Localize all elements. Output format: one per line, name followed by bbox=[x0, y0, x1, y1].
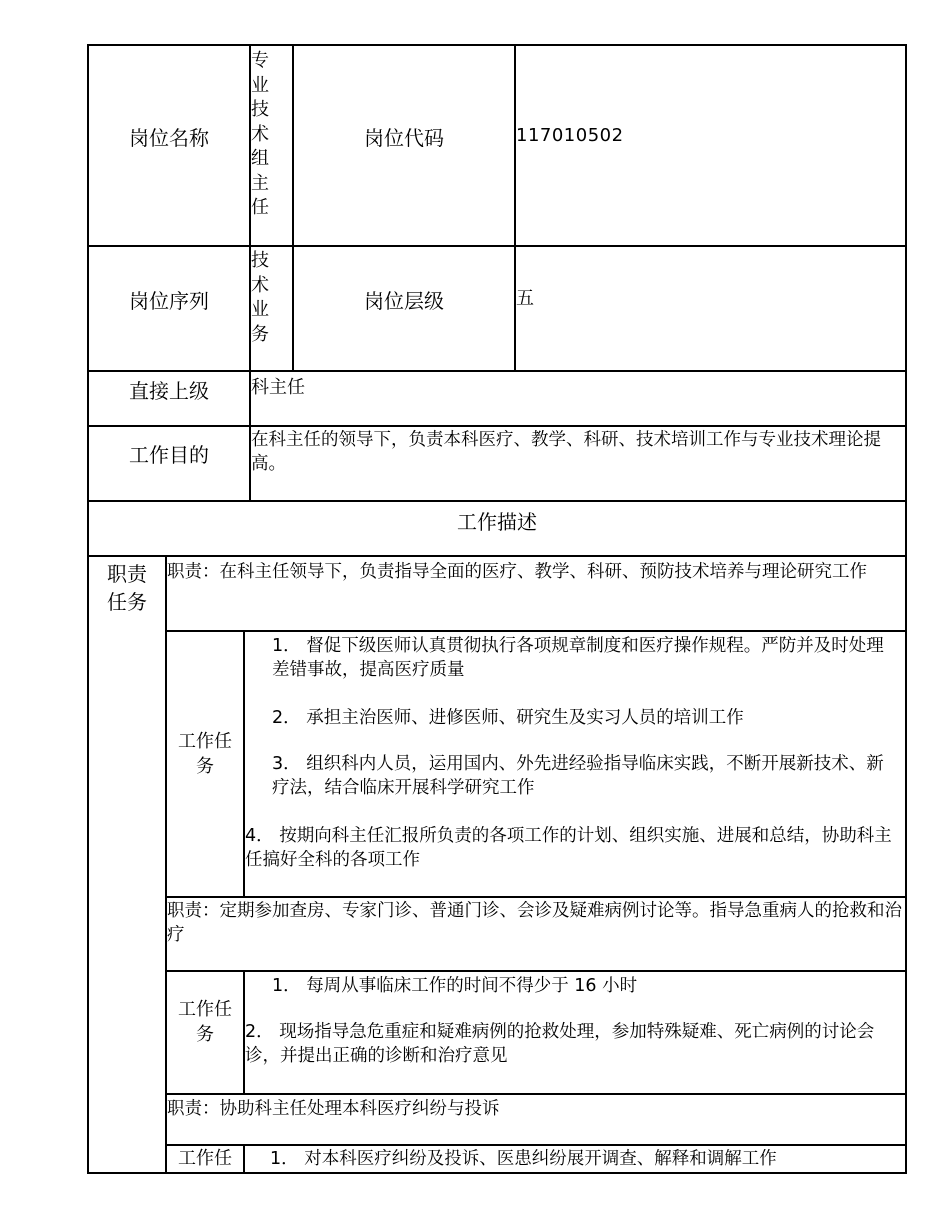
duties-label-line2: 任务 bbox=[107, 590, 147, 614]
post-sequence-value: 技术业务 bbox=[251, 250, 269, 345]
duty-2-text: 职责：定期参加查房、专家门诊、普通门诊、会诊及疑难病例讨论等。指导急重病人的抢救和治疗 bbox=[167, 901, 902, 945]
duty-1-task-3: 3． 组织科内人员，运用国内、外先进经验指导临床实践，不断开展新技术、新疗法，结合临床开展科学研究工作 bbox=[272, 754, 884, 798]
duty-3-text: 职责：协助科主任处理本科医疗纠纷与投诉 bbox=[167, 1099, 500, 1119]
duties-label-line1: 职责 bbox=[107, 562, 147, 586]
post-name-value: 专业技术组主任 bbox=[251, 50, 269, 218]
duty-1-text: 职责：在科主任领导下，负责指导全面的医疗、教学、科研、预防技术培养与理论研究工作 bbox=[167, 562, 867, 582]
description-title: 工作描述 bbox=[457, 510, 537, 534]
duty-1-task-label: 工作任务 bbox=[178, 731, 232, 777]
post-name-label: 岗位名称 bbox=[129, 126, 209, 150]
duty-3-task-1: 1． 对本科医疗纠纷及投诉、医患纠纷展开调查、解释和调解工作 bbox=[270, 1149, 777, 1169]
post-sequence-label: 岗位序列 bbox=[129, 289, 209, 313]
post-code-value: 117010502 bbox=[516, 125, 624, 146]
superior-label: 直接上级 bbox=[129, 379, 209, 403]
duty-2-task-label: 工作任务 bbox=[178, 999, 232, 1045]
purpose-label: 工作目的 bbox=[129, 443, 209, 467]
duty-2-task-1: 1． 每周从事临床工作的时间不得少于 16 小时 bbox=[272, 976, 638, 996]
post-level-value: 五 bbox=[516, 288, 534, 309]
duties-label bbox=[89, 560, 165, 616]
duty-1-task-2: 2． 承担主治医师、进修医师、研究生及实习人员的培训工作 bbox=[272, 708, 744, 728]
duty-3-task-label: 工作任 bbox=[178, 1148, 232, 1169]
purpose-value: 在科主任的领导下，负责本科医疗、教学、科研、技术培训工作与专业技术理论提高。 bbox=[251, 430, 881, 474]
superior-value: 科主任 bbox=[251, 377, 305, 398]
duty-2-task-2: 2． 现场指导急危重症和疑难病例的抢救处理，参加特殊疑难、死亡病例的讨论会诊，并提出正确的诊断和治疗意见 bbox=[245, 1022, 875, 1066]
duty-1-task-4: 4． 按期向科主任汇报所负责的各项工作的计划、组织实施、进展和总结，协助科主任搞好全科的各项工作 bbox=[245, 826, 892, 870]
post-level-label: 岗位层级 bbox=[364, 289, 444, 313]
post-code-label: 岗位代码 bbox=[364, 126, 444, 150]
duty-1-task-1: 1． 督促下级医师认真贯彻执行各项规章制度和医疗操作规程。严防并及时处理差错事故，提高医疗质量 bbox=[272, 636, 884, 680]
